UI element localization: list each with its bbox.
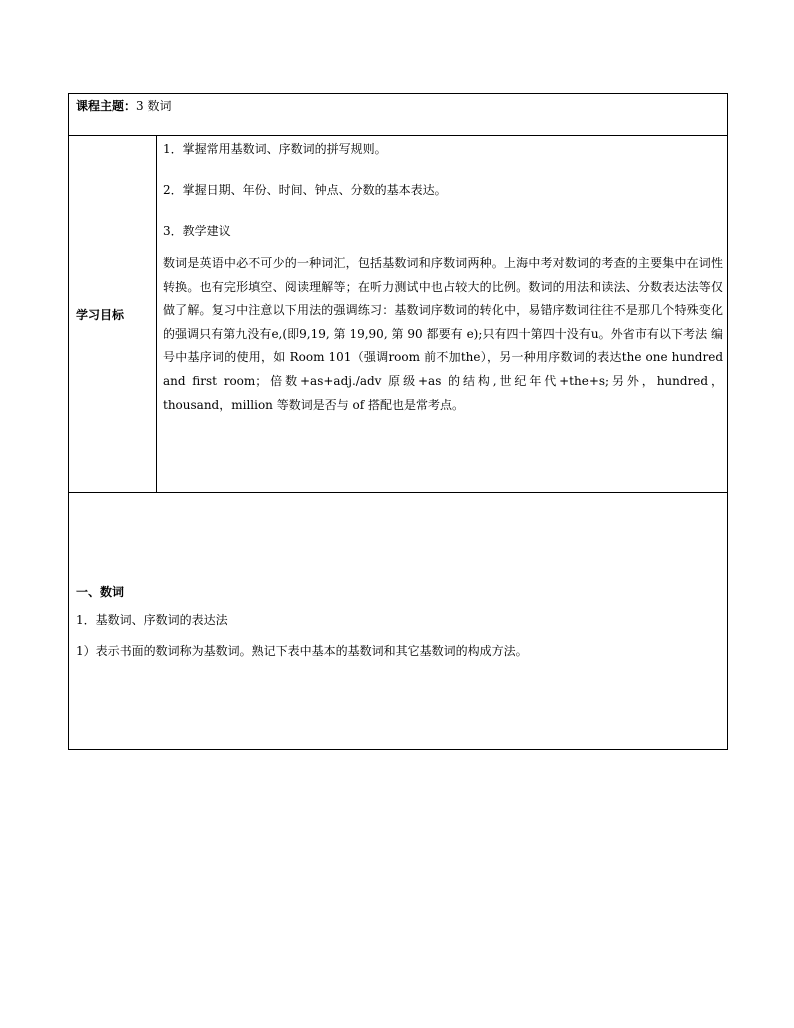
objectives-content-cell	[157, 136, 728, 493]
objectives-row	[69, 136, 728, 493]
topic-row	[69, 94, 728, 136]
objective-item: 1．掌握常用基数词、序数词的拼写规则。	[163, 142, 387, 156]
topic-label: 课程主题：	[76, 99, 137, 113]
objective-item: 3．教学建议	[163, 224, 231, 238]
main-content-cell	[69, 493, 728, 750]
main-content-row	[69, 493, 728, 750]
teaching-suggestion-paragraph: 数词是英语中必不可少的一种词汇，包括基数词和序数词两种。上海中考对数词的考查的主要集中在词性转换。也有完形填空、阅读理解等；在听力测试中也占较大的比例。数词的用法和读法、分数表达法等仅做了解。复习中注意以下用法的强调练习：基数词序数词的转化中，易错序数词往往不是那几个特殊变化的强调只有第九没有e,(即9,19, 第 19,90, 第 90 都要有 e);只有四十第四十没有u。外省市有以下考法 编号中基序词的使用，如 Room 101（强调room 前不加the），另一种用序数词的表达the one hundred and first room；倍数+as+adj./adv 原级+as 的结构,世纪年代+the+s;另外，hundred，thousand，million 等数词是否与 of 搭配也是常考点。	[163, 256, 723, 412]
objective-item: 2．掌握日期、年份、时间、钟点、分数的基本表达。	[163, 183, 447, 197]
topic-cell	[69, 94, 728, 136]
topic-value: 3 数词	[136, 99, 172, 113]
section-title: 一、数词	[76, 585, 125, 599]
objectives-label-cell	[69, 136, 157, 493]
lesson-table	[68, 93, 728, 750]
subsection-title: 1．基数词、序数词的表达法	[76, 613, 228, 627]
objectives-label: 学习目标	[76, 307, 125, 322]
cardinal-number-point: 1）表示书面的数词称为基数词。熟记下表中基本的基数词和其它基数词的构成方法。	[76, 644, 528, 658]
